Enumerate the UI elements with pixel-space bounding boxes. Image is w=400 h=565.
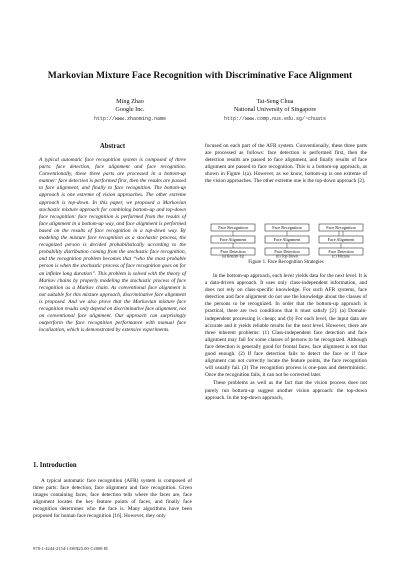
label-face-detection-c: Face Detection [328,249,354,254]
paragraph: focused on each part of the AFR system. Conventionally, these three parts are processed as follows: face detection is performed first, then the detection results are passed to face alignment, and finally results of face alignment are passed to face recognition. This is a bottom-up approach, as shown in Figure 1(a). However, as we know, bottom-up is one extreme of the vision approaches. The other extreme one is the top-down approach [2]. [205,143,367,185]
abstract-heading: Abstract [99,143,126,150]
label-face-detection-a: Face Detection [220,249,246,254]
author-name: Ming Zhao [116,98,144,105]
paragraph: These problems as well as the fact that the vision process does not purely run bottom-up suggest another vision approach: the top-down approach. In the top-down approach, [205,380,367,401]
label-face-alignment-a: Face Alignment [219,237,247,242]
copyright-footer: 978-1-4244-2154-1/08/$25.00 ©2008 IE [33,546,109,551]
author-url[interactable]: http://www.zhaoming.name [93,115,166,122]
paragraph: A typical automatic face recognition (AFR) system is composed of three parts: face detection, face alignment and face recognition. Given images containing faces, face detection tells where the faces are, face alignment locates the key feature points of faces, and finally face recognition determines who the face is. Many algorithms have been proposed for human face recognition [16]. However, they only [33,478,192,520]
section-heading-introduction: 1. Introduction [33,462,77,469]
paragraph: In the bottom-up approach, each level yields data for the next level. It is a data-driven approach. It uses only class-independent information, and does not rely on class-specific knowledge. For such AFR systems, face detection and face alignment do not use the knowledge about the classes of the persons to be recognized. In order that the bottom-up approach is practical, there are two conditions that it must satisfy [2]: (a) Domain-independent processing is cheap; and (b) For each level, the input data are accurate and it yields reliable results for the next level. However, there are three inherent problems: (1) Class-independent face detection and face alignment may fail for some classes of persons to be recognized. Although face detection is generally good for frontal faces, face alignment is not that good enough. (2) If face detection fails to detect the face or if face alignment can not correctly locate the feature points, the face recognition will usually fail. (3) The recognition process is one-pass and deterministic. Once the recognition fails, it can not be corrected later. [205,273,367,379]
label-face-alignment-b: Face Alignment [273,237,301,242]
figure-caption: Figure 1. Face Recognition Strategies [248,260,324,265]
label-face-recognition-c: Face Recognition [326,225,356,230]
label-face-recognition-b: Face Recognition [272,225,302,230]
label-face-alignment-c: Face Alignment [327,237,355,242]
label-face-detection-b: Face Detection [274,249,300,254]
author-block-2 [190,98,360,123]
figure-subcaptions [209,253,365,259]
subcaption-c: (c) Mixture [332,254,350,259]
paper-title: Markovian Mixture Face Recognition with Discriminative Face Alignment [47,70,353,81]
author-affiliation: National University of Singapore [233,106,317,114]
subcaption-b: (b) Top-Down [276,254,298,259]
introduction-text [33,478,192,522]
author-url[interactable]: http://www.comp.nus.edu.sg/~chuats [223,115,327,122]
label-face-recognition-a: Face Recognition [218,225,248,230]
abstract-text: A typical automatic face recognition system is composed of three parts: face detection, face alignment and face recognition. Conventionally, these three parts are processed in a bottom-up manner: face detection is performed first, then the results are passed to face alignment, and finally to face recognition. The bottom-up approach is one extreme of vision approaches. The other extreme approach is top-down. In this paper, we proposed a Markovian stochastic mixture approach for combining bottom-up and top-down face recognition: face recognition is performed from the results of face alignment in a bottom-up way, and face alignment is performed based on the results of face recognition in a top-down way. By modeling the mixture face recognition as a stochastic process, the recognized person is decided probabilistically according to the probability distribution coming from the stochastic face recognition, and the recognition problem becomes that “who the most probable person is when the stochastic process of face recognition goes on for an infinite long duration”. This problem is solved with the theory of Markov chains by properly modeling the stochastic process of face recognition as a Markov chain. As conventional face alignment is not suitable for this mixture approach, discriminative face alignment is proposed. And we also prove that the Markovian mixture face recognition results only depend on discriminative face alignment, not on conventional face alignment. Our approach can surprisingly outperform the face recognition performance with manual face localization, which is demonstrated by extensive experiments. [39,157,186,334]
author-name: Tat-Seng Chua [256,98,294,105]
author-affiliation: Google Inc. [115,106,145,114]
subcaption-a: (a) Bottom-Up [221,254,245,259]
right-column-bottom-text [205,273,367,403]
right-column-top-text [205,143,367,187]
